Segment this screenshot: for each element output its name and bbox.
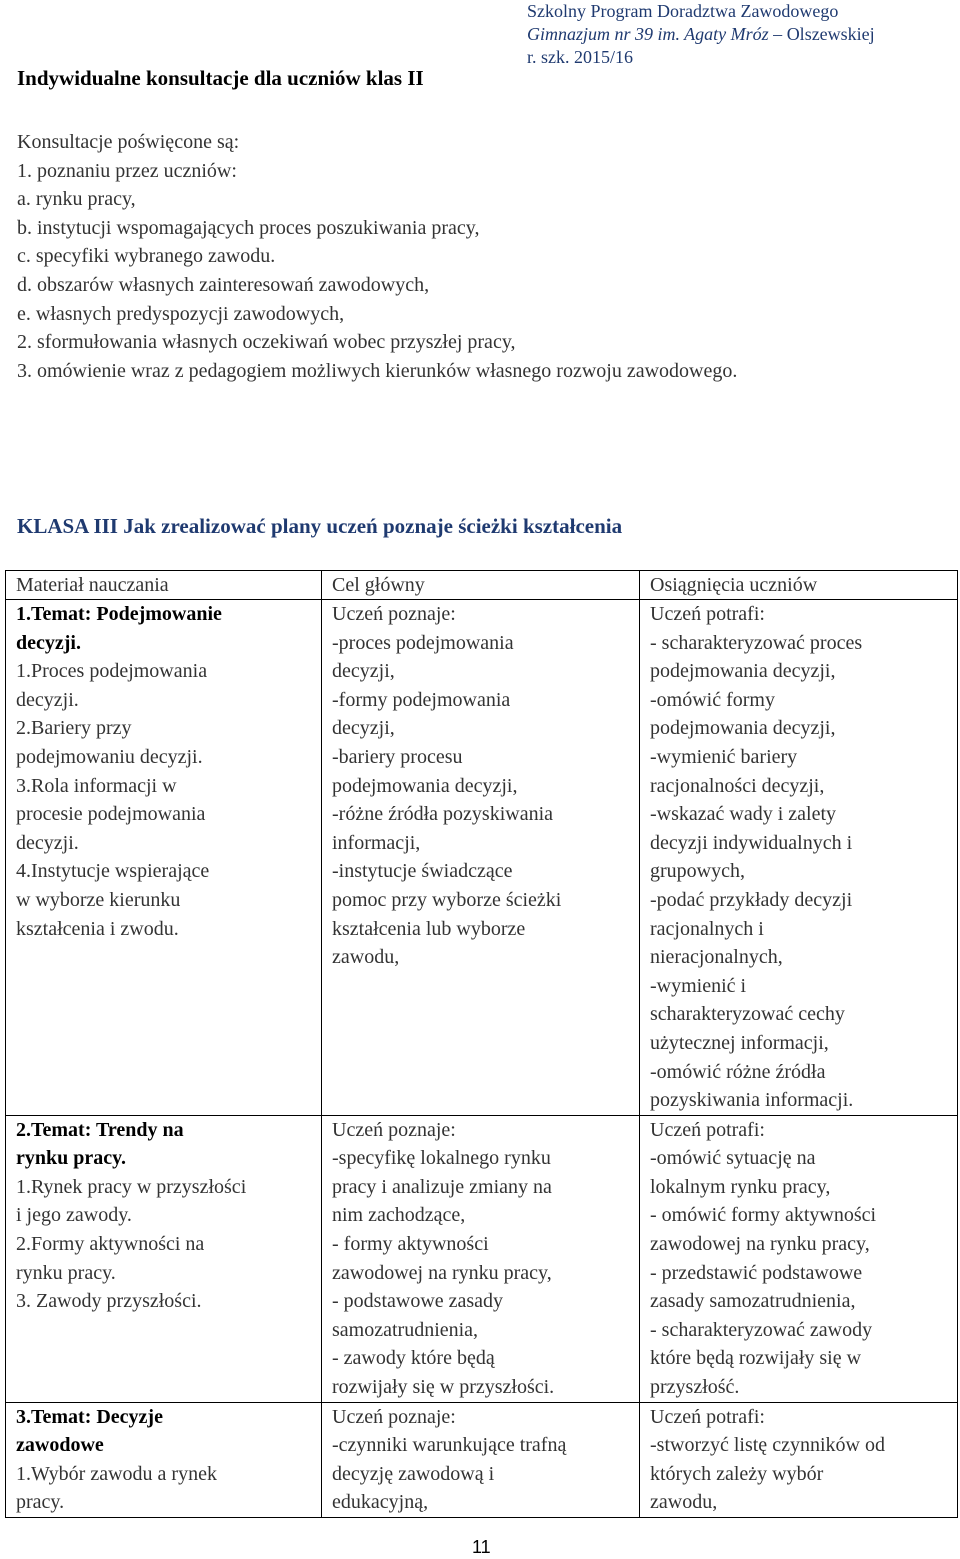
column-header-achievements: Osiągnięcia uczniów — [640, 571, 958, 600]
column-header-material: Materiał nauczania — [6, 571, 322, 600]
klasa-heading: KLASA III Jak zrealizować plany uczeń poznaje ścieżki kształcenia — [17, 514, 623, 538]
intro-item: 3. omówienie wraz z pedagogiem możliwych kierunków własnego rozwoju zawodowego. — [17, 359, 738, 382]
achievement-line: których zależy wybór — [650, 1462, 824, 1485]
goal-line: zawodu, — [332, 946, 400, 969]
cell-material — [6, 600, 322, 1116]
topic-title-line: 3.Temat: Decyzje — [16, 1405, 163, 1428]
material-line: decyzji. — [16, 831, 79, 854]
achievement-line: Uczeń potrafi: — [650, 1118, 765, 1141]
material-line: 1.Rynek pracy w przyszłości — [16, 1175, 247, 1198]
goal-line: - podstawowe zasady — [332, 1290, 504, 1313]
achievement-line: racjonalnych i — [650, 917, 764, 940]
achievement-line: - scharakteryzować zawody — [650, 1318, 873, 1341]
intro-item: a. rynku pracy, — [17, 188, 136, 211]
goal-line: zawodowej na rynku pracy, — [332, 1261, 552, 1284]
achievement-line: Uczeń potrafi: — [650, 603, 765, 625]
header-school-plain: Olszewskiej — [786, 24, 875, 44]
goal-line: decyzję zawodową i — [332, 1462, 495, 1485]
goal-line: informacji, — [332, 831, 421, 854]
intro-item: 1. poznaniu przez uczniów: — [17, 159, 237, 182]
topic-title-line: 1.Temat: Podejmowanie — [16, 603, 222, 625]
goal-line: rozwijały się w przyszłości. — [332, 1376, 555, 1399]
material-line: pracy. — [16, 1491, 65, 1514]
goal-line: pomoc przy wyborze ścieżki — [332, 888, 562, 911]
goal-line: -proces podejmowania — [332, 631, 514, 654]
goal-line: decyzji, — [332, 717, 395, 740]
achievement-line: które będą rozwijały się w — [650, 1347, 862, 1370]
intro-item: b. instytucji wspomagających proces poszukiwania pracy, — [17, 216, 480, 239]
material-line: 1.Wybór zawodu a rynek — [16, 1462, 217, 1485]
achievement-line: użytecznej informacji, — [650, 1031, 829, 1054]
material-line: decyzji. — [16, 688, 79, 711]
curriculum-table — [5, 570, 958, 1518]
cell-achievements — [640, 1115, 958, 1402]
material-line: 3. Zawody przyszłości. — [16, 1290, 202, 1313]
achievement-line: podejmowania decyzji, — [650, 660, 836, 683]
material-line: rynku pracy. — [16, 1261, 116, 1284]
material-line: kształcenia i zwodu. — [16, 917, 179, 940]
achievement-line: podejmowania decyzji, — [650, 717, 836, 740]
cell-goal — [322, 1115, 640, 1402]
header-school-year: r. szk. 2015/16 — [527, 47, 633, 67]
goal-line: Uczeń poznaje: — [332, 1405, 456, 1428]
achievement-line: racjonalności decyzji, — [650, 774, 825, 797]
goal-line: -specyfikę lokalnego rynku — [332, 1147, 551, 1170]
achievement-line: zawodowej na rynku pracy, — [650, 1233, 870, 1256]
intro-item: d. obszarów własnych zainteresowań zawodowych, — [17, 273, 430, 296]
material-line: w wyborze kierunku — [16, 888, 181, 911]
table-row — [6, 1402, 958, 1517]
cell-goal — [322, 1402, 640, 1517]
material-line: procesie podejmowania — [16, 803, 206, 826]
intro-lead: Konsultacje poświęcone są: — [17, 131, 240, 153]
achievement-line: -wymienić i — [650, 974, 747, 997]
achievement-line: zasady samozatrudnienia, — [650, 1290, 856, 1313]
material-line: i jego zawody. — [16, 1204, 132, 1227]
goal-line: kształcenia lub wyborze — [332, 917, 526, 940]
intro-item: 2. sformułowania własnych oczekiwań wobec przyszłej pracy, — [17, 331, 516, 354]
achievement-line: -omówić formy — [650, 688, 775, 711]
achievement-line: zawodu, — [650, 1491, 718, 1514]
material-line: 1.Proces podejmowania — [16, 660, 208, 683]
cell-achievements — [640, 1402, 958, 1517]
document-header — [527, 0, 952, 69]
cell-material — [6, 1115, 322, 1402]
goal-line: decyzji, — [332, 660, 395, 683]
topic-title-line: 2.Temat: Trendy na — [16, 1118, 184, 1141]
goal-line: -różne źródła pozyskiwania — [332, 803, 554, 826]
goal-line: -formy podejmowania — [332, 688, 511, 711]
goal-line: -instytucje świadczące — [332, 860, 513, 883]
achievement-line: -wymienić bariery — [650, 745, 798, 768]
intro-item: e. własnych predyspozycji zawodowych, — [17, 302, 345, 325]
cell-achievements — [640, 600, 958, 1116]
material-line: 2.Bariery przy — [16, 717, 132, 740]
table-header-row — [6, 571, 958, 600]
intro-list — [17, 128, 737, 385]
goal-line: samozatrudnienia, — [332, 1318, 479, 1341]
achievement-line: - scharakteryzować proces — [650, 631, 863, 654]
topic-title-line: zawodowe — [16, 1434, 104, 1457]
goal-line: podejmowania decyzji, — [332, 774, 518, 797]
achievement-line: -omówić różne źródła — [650, 1060, 826, 1083]
header-school-italic: Gimnazjum nr 39 im. Agaty Mróz – — [527, 24, 783, 44]
section-title: Indywidualne konsultacje dla uczniów klas II — [17, 66, 424, 90]
achievement-line: scharakteryzować cechy — [650, 1003, 845, 1026]
material-line: 2.Formy aktywności na — [16, 1233, 205, 1256]
goal-line: -bariery procesu — [332, 745, 463, 768]
topic-title-line: rynku pracy. — [16, 1147, 127, 1170]
achievement-line: - omówić formy aktywności — [650, 1204, 877, 1227]
achievement-line: decyzji indywidualnych i — [650, 831, 853, 854]
achievement-line: Uczeń potrafi: — [650, 1405, 765, 1428]
achievement-line: lokalnym rynku pracy, — [650, 1175, 831, 1198]
cell-goal — [322, 600, 640, 1116]
material-line: 3.Rola informacji w — [16, 774, 177, 797]
topic-title-line: decyzji. — [16, 631, 81, 654]
achievement-line: nieracjonalnych, — [650, 946, 783, 969]
column-header-goal: Cel główny — [322, 571, 640, 600]
table-row — [6, 600, 958, 1116]
material-line: 4.Instytucje wspierające — [16, 860, 210, 883]
achievement-line: -wskazać wady i zalety — [650, 803, 837, 826]
header-school-name — [527, 23, 952, 46]
intro-item: c. specyfiki wybranego zawodu. — [17, 245, 276, 268]
goal-line: -czynniki warunkujące trafną — [332, 1434, 567, 1457]
material-line: podejmowaniu decyzji. — [16, 745, 203, 768]
goal-line: Uczeń poznaje: — [332, 1118, 456, 1141]
achievement-line: przyszłość. — [650, 1376, 740, 1399]
achievement-line: -stworzyć listę czynników od — [650, 1434, 885, 1457]
goal-line: edukacyjną, — [332, 1491, 429, 1514]
table-row — [6, 1115, 958, 1402]
achievement-line: pozyskiwania informacji. — [650, 1089, 854, 1112]
achievement-line: grupowych, — [650, 860, 745, 883]
goal-line: pracy i analizuje zmiany na — [332, 1175, 552, 1198]
page-number: 11 — [472, 1537, 491, 1557]
achievement-line: - przedstawić podstawowe — [650, 1261, 863, 1284]
header-program-title: Szkolny Program Doradztwa Zawodowego — [527, 1, 839, 21]
goal-line: Uczeń poznaje: — [332, 603, 456, 625]
goal-line: - formy aktywności — [332, 1233, 489, 1256]
achievement-line: -podać przykłady decyzji — [650, 888, 853, 911]
goal-line: - zawody które będą — [332, 1347, 495, 1370]
cell-material — [6, 1402, 322, 1517]
goal-line: nim zachodzące, — [332, 1204, 466, 1227]
achievement-line: -omówić sytuację na — [650, 1147, 816, 1170]
